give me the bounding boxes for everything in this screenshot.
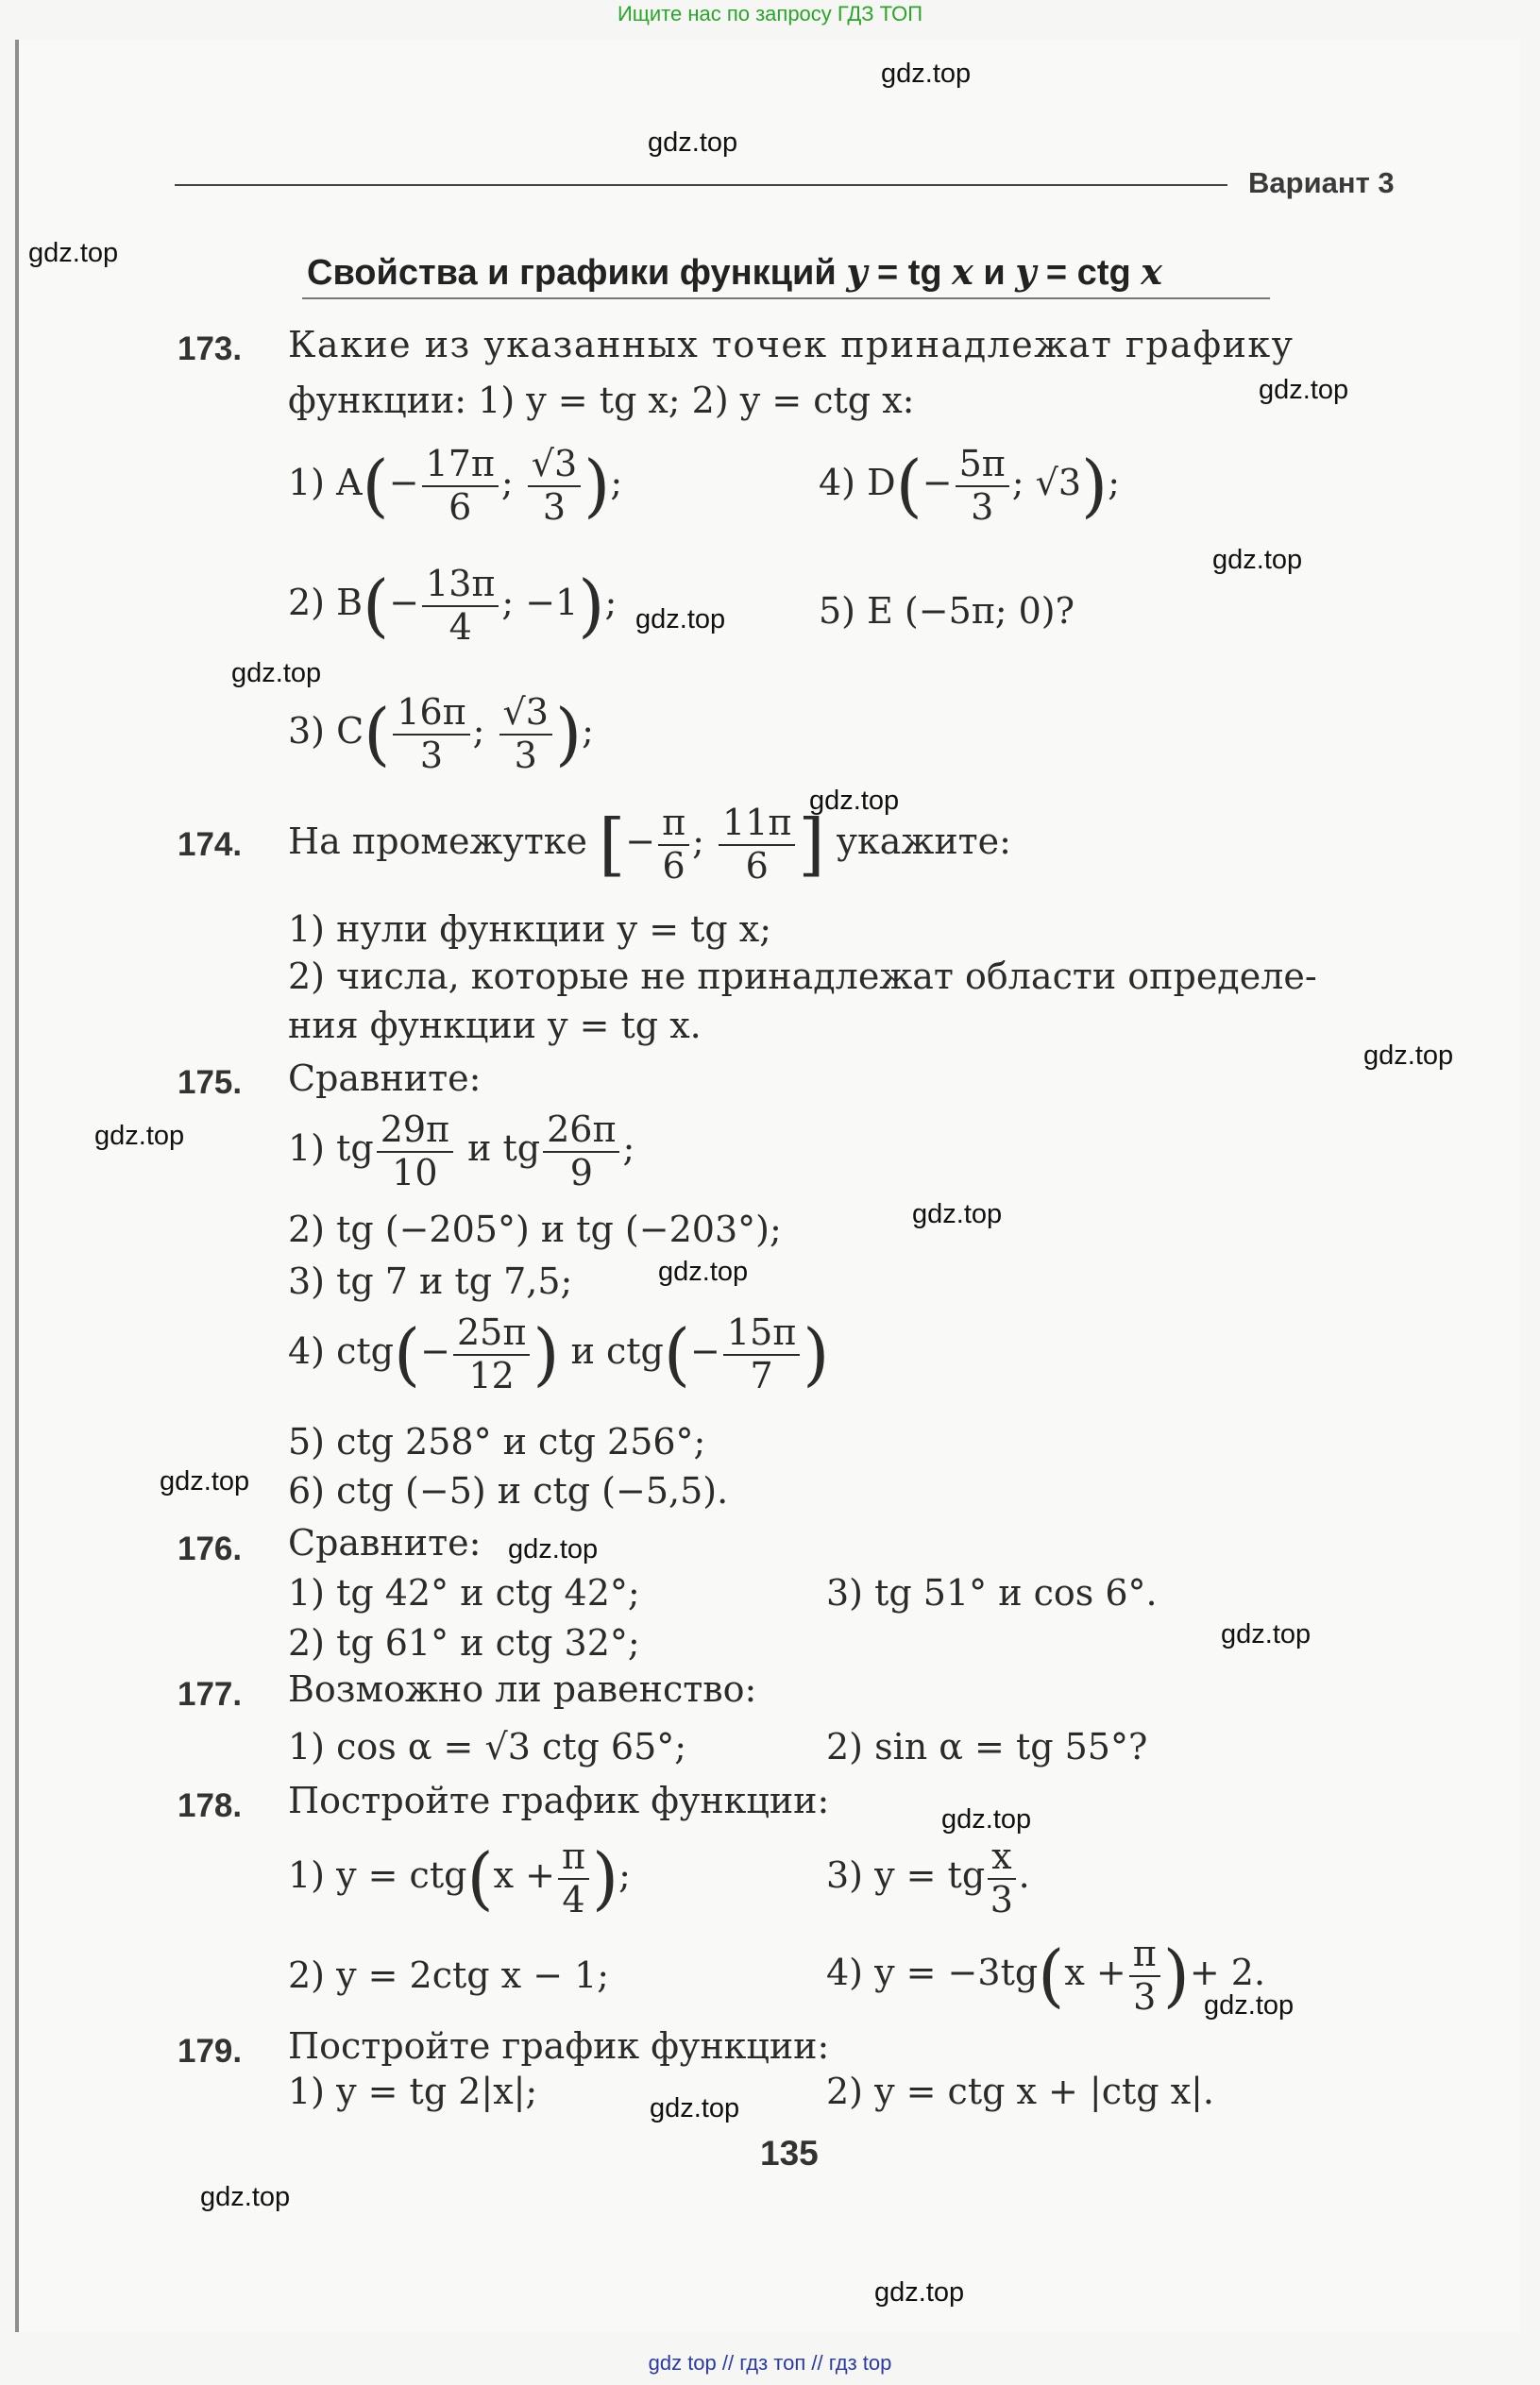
title-underline	[302, 297, 1270, 299]
problem-175-item: 5) ctg 258° и ctg 256°;	[288, 1421, 706, 1463]
watermark: gdz.top	[941, 1804, 1032, 1835]
problem-175-item: 6) ctg (−5) и ctg (−5,5).	[288, 1470, 729, 1512]
point-c: 3) C( $\frac{16\pi}{3}$ ; $\frac{√3}{3}$ );	[288, 691, 594, 776]
problem-number: 179.	[178, 2033, 243, 2070]
watermark: gdz.top	[635, 604, 726, 634]
header-rule	[175, 184, 1227, 186]
problem-174-item: 2) числа, которые не принадлежат области определе-	[288, 956, 1317, 997]
problem-178-item: 3) y = tg $\frac{x}{3}$ .	[826, 1835, 1030, 1920]
watermark: gdz.top	[648, 127, 738, 158]
problem-176-head: Сравните:	[288, 1522, 482, 1564]
problem-174-item: 1) нули функции y = tg x;	[288, 908, 772, 950]
problem-177-item: 2) sin α = tg 55°?	[826, 1726, 1148, 1768]
watermark: gdz.top	[809, 786, 900, 816]
problem-175-head: Сравните:	[288, 1057, 482, 1099]
problem-178-item: 2) y = 2ctg x − 1;	[288, 1954, 610, 1996]
watermark: gdz.top	[28, 238, 119, 268]
watermark: gdz.top	[200, 2182, 291, 2212]
problem-176-item: 3) tg 51° и cos 6°.	[826, 1572, 1158, 1614]
problem-number: 177.	[178, 1676, 243, 1713]
watermark: gdz.top	[650, 2093, 740, 2123]
problem-175-item: 2) tg (−205°) и tg (−203°);	[288, 1209, 782, 1250]
problem-175-item: 1) tg $\frac{29\pi}{10}$ и tg $\frac{26\pi}{9}$ ;	[288, 1108, 635, 1193]
watermark: gdz.top	[231, 658, 322, 688]
point-d: 4) D(− $\frac{5\pi}{3}$ ; √3);	[819, 443, 1120, 528]
point-b: 2) B(− $\frac{13\pi}{4}$ ; −1);	[288, 563, 618, 648]
section-title: Свойства и графики функций y = tg x и y = ctg x	[307, 250, 1162, 293]
problem-179-item: 1) y = tg 2|x|;	[288, 2071, 538, 2112]
problem-174-item: ния функции y = tg x.	[288, 1005, 702, 1046]
problem-178-head: Постройте график функции:	[288, 1780, 830, 1821]
problem-176-item: 1) tg 42° и ctg 42°;	[288, 1572, 640, 1614]
bottom-banner[interactable]: gdz top // гдз топ // гдз top	[648, 2351, 892, 2375]
watermark: gdz.top	[508, 1534, 599, 1565]
problem-number: 175.	[178, 1064, 243, 1101]
watermark: gdz.top	[1259, 375, 1349, 405]
problem-number: 178.	[178, 1787, 243, 1824]
watermark: gdz.top	[658, 1257, 749, 1287]
watermark: gdz.top	[881, 59, 972, 89]
watermark: gdz.top	[1221, 1619, 1312, 1649]
problem-177-head: Возможно ли равенство:	[288, 1668, 757, 1710]
watermark: gdz.top	[94, 1121, 185, 1151]
page-number: 135	[760, 2134, 819, 2173]
problem-number: 174.	[178, 826, 243, 863]
variant-label: Вариант 3	[1248, 166, 1395, 199]
watermark: gdz.top	[874, 2277, 965, 2308]
problem-178-item: 1) y = ctg(x + $\frac{\pi}{4}$ );	[288, 1835, 631, 1920]
problem-178-item: 4) y = −3tg(x + $\frac{\pi}{3}$ )+ 2.	[826, 1933, 1266, 2018]
point-a: 1) A(− $\frac{17\pi}{6}$ ; $\frac{√3}{3}$ );	[288, 443, 623, 528]
problem-174-interval: На промежутке [− $\frac{\pi}{6}$ ; $\frac{11\pi}{6}$ ] укажите:	[288, 802, 1011, 887]
problem-173-text: функции: 1) y = tg x; 2) y = ctg x:	[288, 380, 915, 421]
point-e: 5) E (−5π; 0)?	[819, 590, 1075, 632]
watermark: gdz.top	[1212, 545, 1303, 575]
problem-177-item: 1) cos α = √3 ctg 65°;	[288, 1726, 687, 1768]
problem-179-item: 2) y = ctg x + |ctg x|.	[826, 2071, 1215, 2112]
problem-175-item: 3) tg 7 и tg 7,5;	[288, 1260, 573, 1302]
top-banner[interactable]: Ищите нас по запросу ГДЗ ТОП	[617, 2, 923, 25]
watermark: gdz.top	[1363, 1040, 1454, 1071]
problem-number: 173.	[178, 330, 243, 367]
watermark: gdz.top	[160, 1466, 250, 1497]
watermark: gdz.top	[1204, 1990, 1295, 2021]
problem-176-item: 2) tg 61° и ctg 32°;	[288, 1622, 640, 1664]
problem-179-head: Постройте график функции:	[288, 2025, 830, 2067]
problem-number: 176.	[178, 1531, 243, 1567]
watermark: gdz.top	[912, 1199, 1003, 1229]
problem-175-item: 4) ctg(− $\frac{25\pi}{12}$ ) и ctg(− $\frac{15\pi}{7}$ )	[288, 1311, 830, 1396]
problem-173-text: Какие из указанных точек принадлежат графику	[288, 324, 1295, 365]
